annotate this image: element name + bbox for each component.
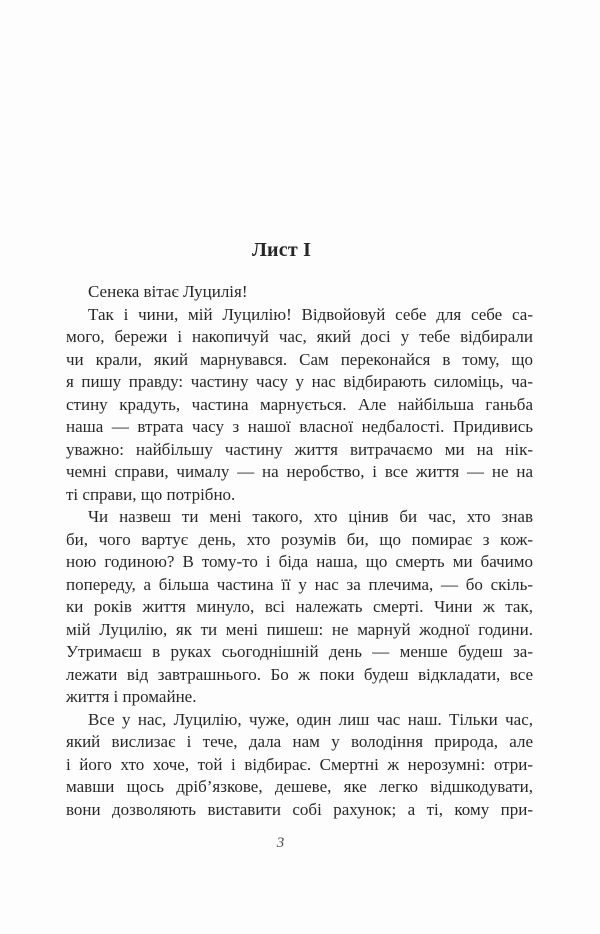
text-line: Сенека вітає Луцилія! [88, 282, 248, 301]
text-block [66, 281, 533, 821]
text-line: мій Луцилію, як ти мені пишеш: не марнуй жодної години. [66, 619, 533, 639]
text-line: ною годиною? В тому-то і біда наша, що смерть ми бачимо [66, 552, 533, 571]
text-line: уважно: найбільшу частину життя витрачаємо ми на нік- [66, 439, 533, 459]
text-line: який вислизає і тече, дала нам у володіння природа, але [66, 732, 533, 751]
text-line: чемні справи, чималу — на неробство, і все життя — не на [66, 462, 533, 481]
text-line: ки років життя минуло, всі належать смерті. Чини ж так, [66, 597, 533, 616]
paragraph [66, 281, 533, 304]
text-line: мавши щось дріб’язкове, дешеве, яке легко відшкодувати, [66, 777, 533, 796]
text-line: я пишу правду: частину часу у нас відбирають силоміць, ча- [66, 372, 533, 391]
paragraph [66, 506, 533, 709]
text-line: лежати від завтрашнього. Бо ж поки будеш відкладати, все [66, 664, 533, 684]
text-line: ті справи, що потрібно. [66, 484, 236, 504]
text-line: попереду, а більша частина її у нас за плечима, — бо скіль- [66, 574, 533, 594]
text-line: Все у нас, Луцилію, чуже, один лиш час наш. Тільки час, [88, 709, 533, 729]
paragraph [66, 304, 533, 507]
page-number: 3 [276, 835, 285, 851]
chapter-title: Лист I [251, 239, 312, 261]
text-line: Утримаєш в руках сьогоднішній день — менше будеш за- [66, 642, 533, 661]
text-line: Так і чини, мій Луцилію! Відвойовуй себе для себе са- [88, 304, 533, 324]
text-line: вони дозволяють виставити собі рахунок; а ті, кому при- [66, 799, 533, 819]
text-line: наша — втрата часу з нашої власної недбалості. Придивись [66, 417, 533, 436]
text-line: чи крали, який марнувався. Сам переконайся в тому, що [66, 349, 533, 369]
text-line: Чи назвеш ти мені такого, хто цінив би час, хто знав [88, 507, 533, 526]
paragraph [66, 709, 533, 822]
text-line: і його хто хоче, той і відбирає. Смертні ж нерозумні: отри- [66, 754, 533, 774]
text-line: стину крадуть, частина марнується. Але найбільша ганьба [66, 394, 533, 414]
text-line: би, чого вартує день, хто розумів би, що помирає з кож- [66, 529, 533, 549]
text-line: життя і промайне. [66, 687, 197, 706]
text-line: мого, бережи і накопичуй час, який досі у тебе відбирали [66, 327, 533, 346]
